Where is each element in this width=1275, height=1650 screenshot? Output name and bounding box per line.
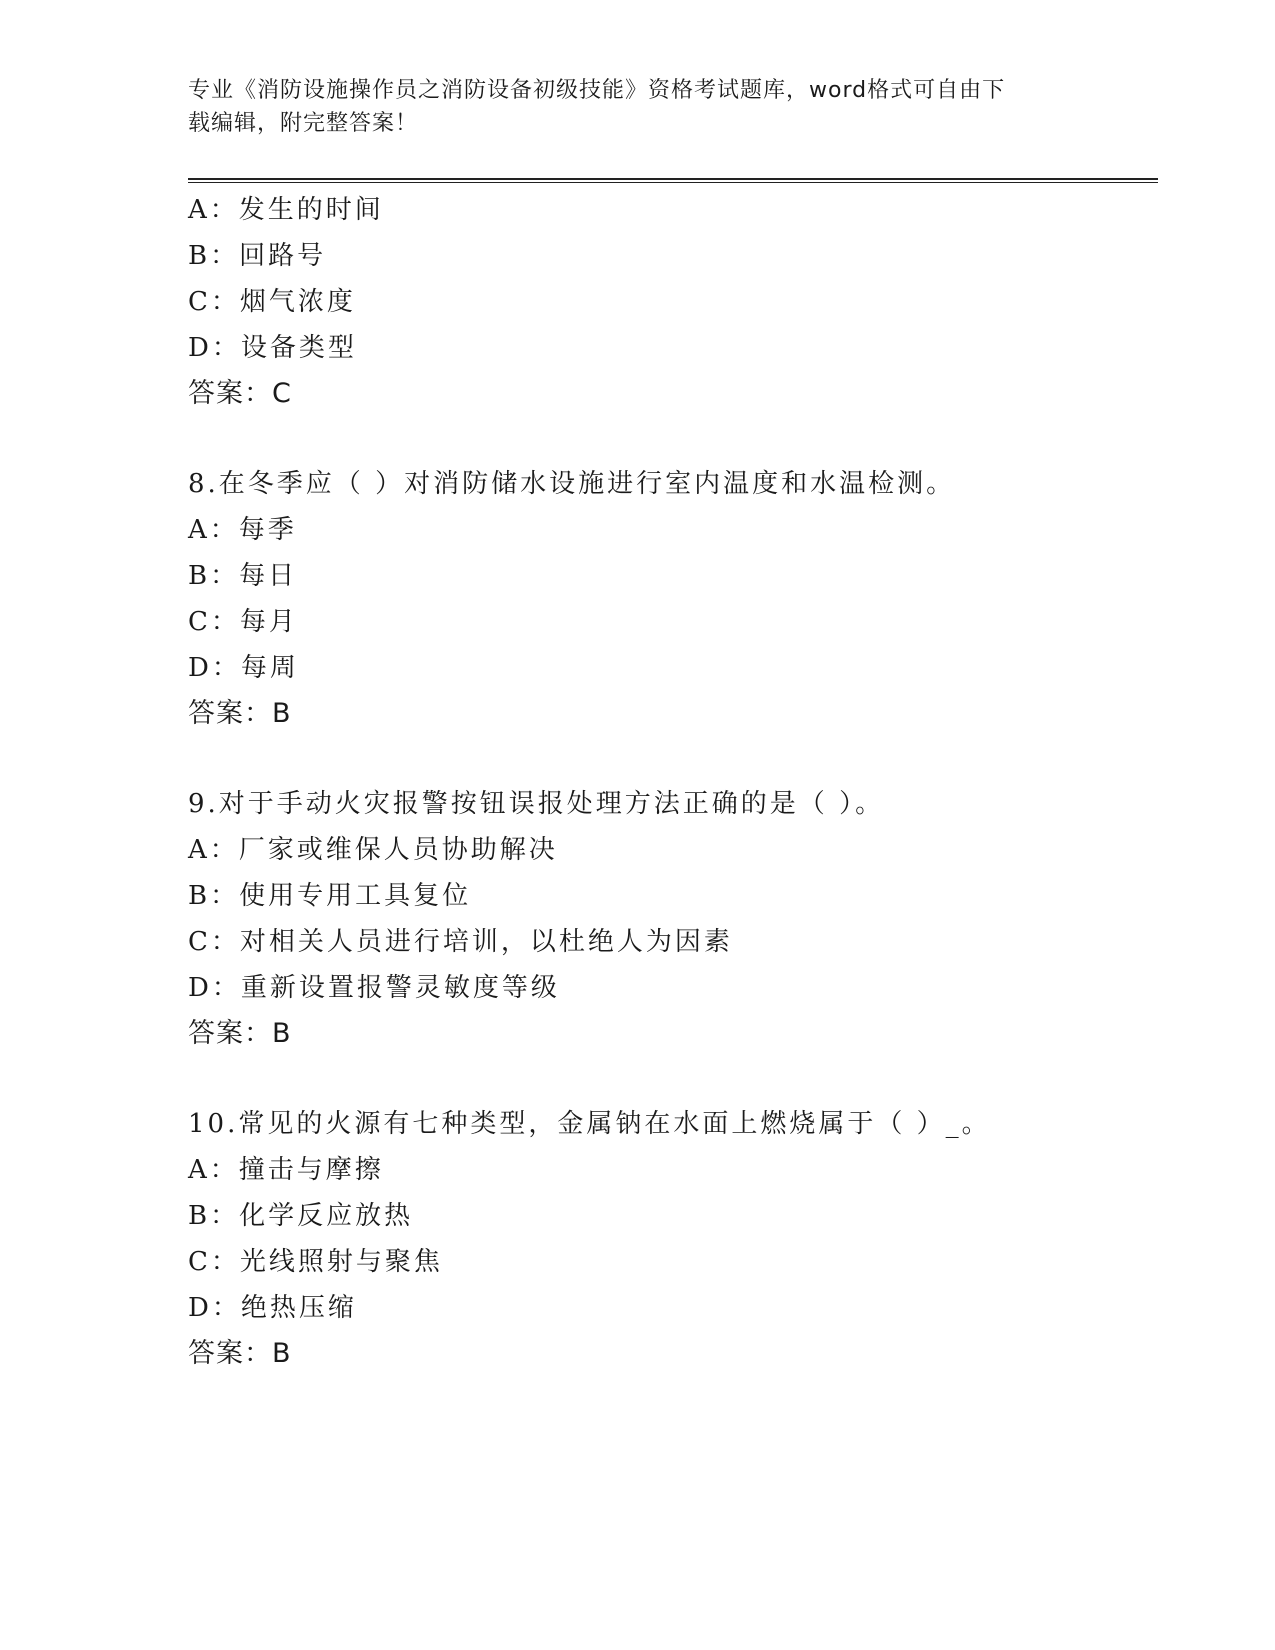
document-header xyxy=(188,74,1068,140)
option-c: C：每月 xyxy=(188,607,298,637)
option-a: A：每季 xyxy=(188,515,297,545)
header-line-1: 专业《消防设施操作员之消防设备初级技能》资格考试题库，word格式可自由下 xyxy=(188,78,1006,103)
option-d: D：绝热压缩 xyxy=(188,1293,357,1323)
question-text: 9.对于手动火灾报警按钮误报处理方法正确的是（ ）。 xyxy=(188,789,885,819)
option-c: C：光线照射与聚焦 xyxy=(188,1247,443,1277)
answer: 答案：B xyxy=(188,1338,292,1369)
question-block-8 xyxy=(188,461,1158,737)
option-d: D：重新设置报警灵敏度等级 xyxy=(188,973,560,1003)
option-b: B：化学反应放热 xyxy=(188,1201,414,1231)
question-text: 8.在冬季应（ ）对消防储水设施进行室内温度和水温检测。 xyxy=(188,469,956,499)
option-a: A：发生的时间 xyxy=(188,195,384,225)
header-line-2: 载编辑，附完整答案！ xyxy=(188,111,419,136)
option-d: D：每周 xyxy=(188,653,299,683)
option-b: B：每日 xyxy=(188,561,298,591)
answer: 答案：B xyxy=(188,698,292,729)
option-c: C：对相关人员进行培训，以杜绝人为因素 xyxy=(188,927,733,957)
option-c: C：烟气浓度 xyxy=(188,287,356,317)
option-b: B：回路号 xyxy=(188,241,327,271)
option-a: A：厂家或维保人员协助解决 xyxy=(188,835,558,865)
question-block-7 xyxy=(188,187,1158,417)
option-d: D：设备类型 xyxy=(188,333,357,363)
question-block-10 xyxy=(188,1101,1158,1377)
question-list xyxy=(188,187,1158,1377)
option-a: A：撞击与摩擦 xyxy=(188,1155,384,1185)
question-block-9 xyxy=(188,781,1158,1057)
option-b: B：使用专用工具复位 xyxy=(188,881,472,911)
answer: 答案：B xyxy=(188,1018,292,1049)
header-divider xyxy=(188,178,1158,183)
question-text: 10.常见的火源有七种类型，金属钠在水面上燃烧属于（ ）_。 xyxy=(188,1109,991,1139)
answer: 答案：C xyxy=(188,378,292,409)
